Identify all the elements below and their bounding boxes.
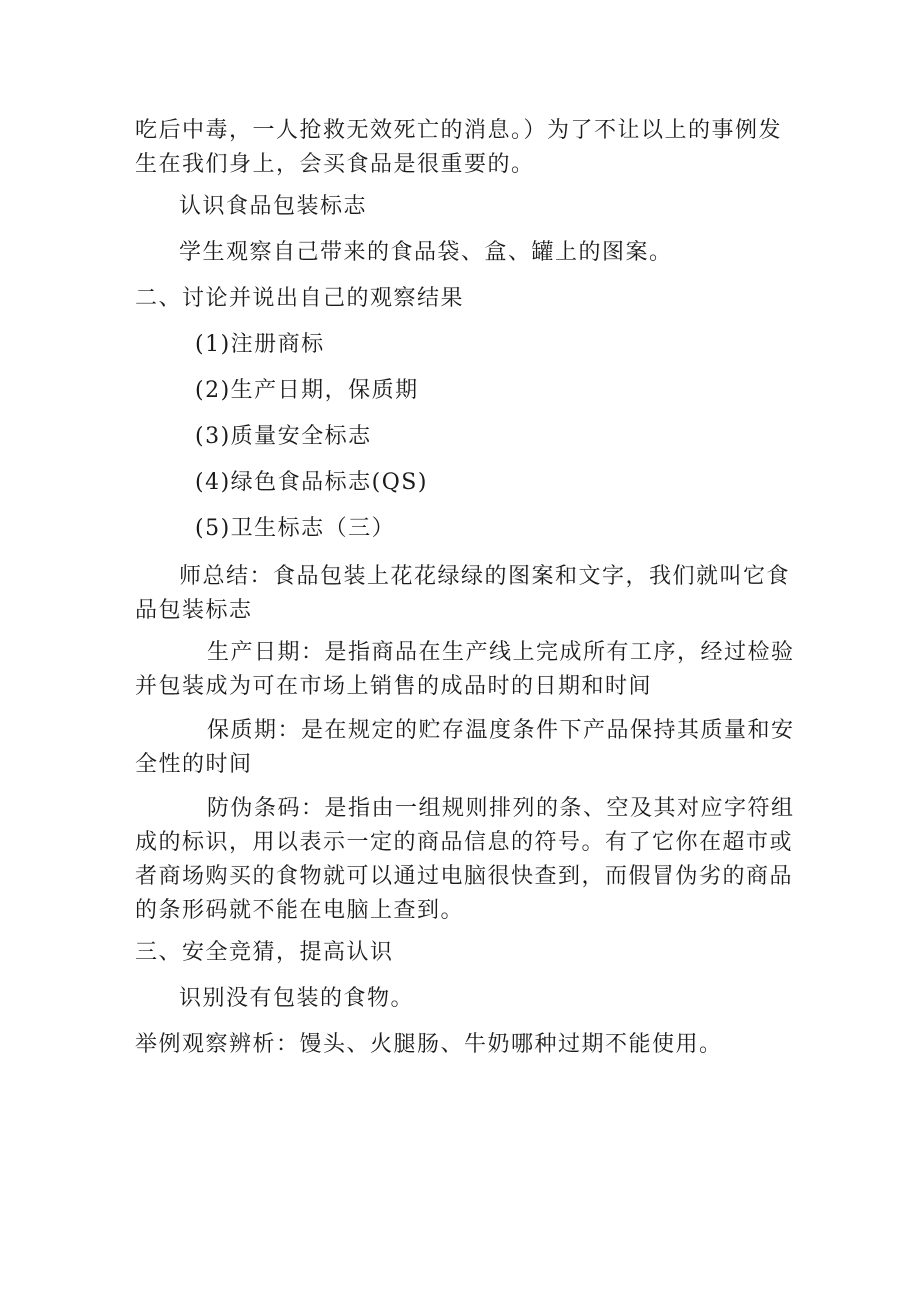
paragraph-food-label-intro: 认识食品包装标志	[179, 194, 368, 219]
list-item-5: (5)卫生标志（三）	[195, 516, 396, 541]
paragraph-identify-unpackaged: 识别没有包装的食物。	[179, 986, 415, 1011]
paragraph-example-analysis: 举例观察辨析：馒头、火腿肠、牛奶哪种过期不能使用。	[135, 1032, 723, 1057]
list-item-3: (3)质量安全标志	[195, 424, 372, 449]
list-item-1: (1)注册商标	[195, 332, 325, 357]
paragraph-shelf-life: 保质期：是在规定的贮存温度条件下产品保持其质量和安全性的时间	[135, 718, 795, 777]
paragraph-continuation: 吃后中毒，一人抢救无效死亡的消息。）为了不让以上的事例发生在我们身上，会买食品是很重要的。	[135, 118, 783, 177]
list-item-4: (4)绿色食品标志(QS)	[195, 470, 428, 495]
section-heading-3: 三、安全竞猜，提高认识	[135, 940, 394, 965]
paragraph-student-observe: 学生观察自己带来的食品袋、盒、罐上的图案。	[179, 240, 673, 265]
list-item-2: (2)生产日期，保质期	[195, 378, 419, 403]
paragraph-production-date: 生产日期：是指商品在生产线上完成所有工序，经过检验并包装成为可在市场上销售的成品时的日期和时间	[135, 640, 795, 699]
paragraph-anti-counterfeit-code: 防伪条码：是指由一组规则排列的条、空及其对应字符组成的标识，用以表示一定的商品信息的符号。有了它你在超市或者商场购买的食物就可以通过电脑很快查到，而假冒伪劣的商品的条形码就不能在电脑上查到。	[135, 796, 795, 923]
section-heading-2: 二、讨论并说出自己的观察结果	[135, 286, 465, 311]
paragraph-teacher-summary: 师总结：食品包装上花花绿绿的图案和文字，我们就叫它食品包装标志	[135, 564, 791, 623]
